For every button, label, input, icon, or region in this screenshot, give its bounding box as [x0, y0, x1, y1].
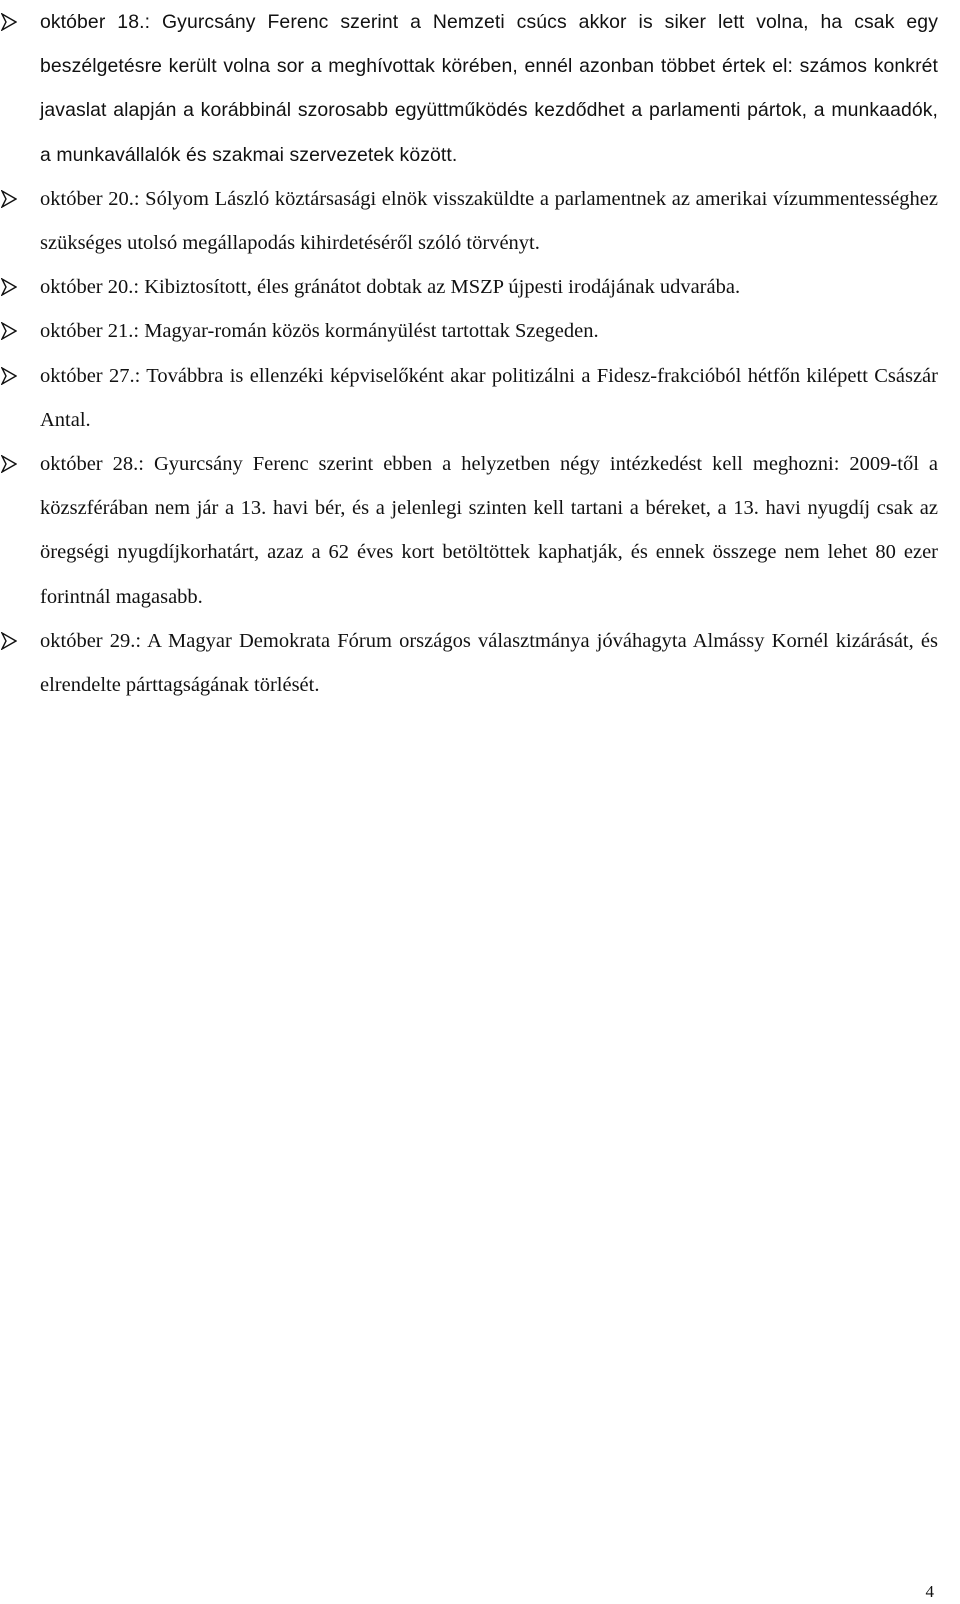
arrowhead-bullet-icon	[1, 278, 17, 296]
list-item	[0, 354, 938, 442]
event-list	[0, 0, 938, 707]
list-item	[0, 177, 938, 265]
list-item-text: október 20.: Sólyom László köztársasági elnök visszaküldte a parlamentnek az amerikai vízummentességhez szükséges utolsó megállapodás kihirdetéséről szóló törvényt.	[40, 187, 938, 255]
list-item	[0, 442, 938, 619]
list-item-text: október 27.: Továbbra is ellenzéki képviselőként akar politizálni a Fidesz-frakcióból hétfőn kilépett Császár Antal.	[40, 364, 938, 431]
arrowhead-bullet-icon	[1, 190, 17, 208]
list-item-text: október 21.: Magyar-román közös kormányülést tartottak Szegeden.	[40, 320, 599, 343]
list-item-text: október 29.: A Magyar Demokrata Fórum országos választmánya jóváhagyta Almássy Kornél kizárását, és elrendelte párttagságának törlését.	[40, 629, 938, 697]
arrowhead-bullet-icon	[1, 322, 17, 340]
page-number: 4	[925, 1582, 934, 1601]
list-item-text: október 20.: Kibiztosított, éles gránátot dobtak az MSZP újpesti irodájának udvarába.	[40, 276, 741, 299]
list-item-text: október 28.: Gyurcsány Ferenc szerint ebben a helyzetben négy intézkedést kell meghozni: 2009-től a közszférában nem jár a 13. havi bér, és a jelenlegi szinten kell tartani a béreket, a 13. havi nyugdíj csak az öregségi nyugdíjkorhatárt, azaz a 62 éves kort betöltöttek kaphatják, és ennek összege nem lehet 80 ezer forintnál magasabb.	[40, 453, 938, 608]
arrowhead-bullet-icon	[1, 367, 17, 385]
list-item	[0, 309, 938, 353]
list-item	[0, 265, 938, 309]
list-item-text: október 18.: Gyurcsány Ferenc szerint a Nemzeti csúcs akkor is siker lett volna, ha csak egy beszélgetésre került volna sor a meghívottak körében, ennél azonban többet értek el: számos konkrét javaslat alapján a korábbinál szorosabb együttműködés kezdődhet a parlamenti pártok, a munkaadók, a munkavállalók és szakmai szervezetek között.	[40, 11, 938, 166]
arrowhead-bullet-icon	[1, 632, 17, 650]
arrowhead-bullet-icon	[1, 13, 17, 31]
arrowhead-bullet-icon	[1, 455, 17, 473]
list-item	[0, 0, 938, 177]
list-item	[0, 619, 938, 707]
